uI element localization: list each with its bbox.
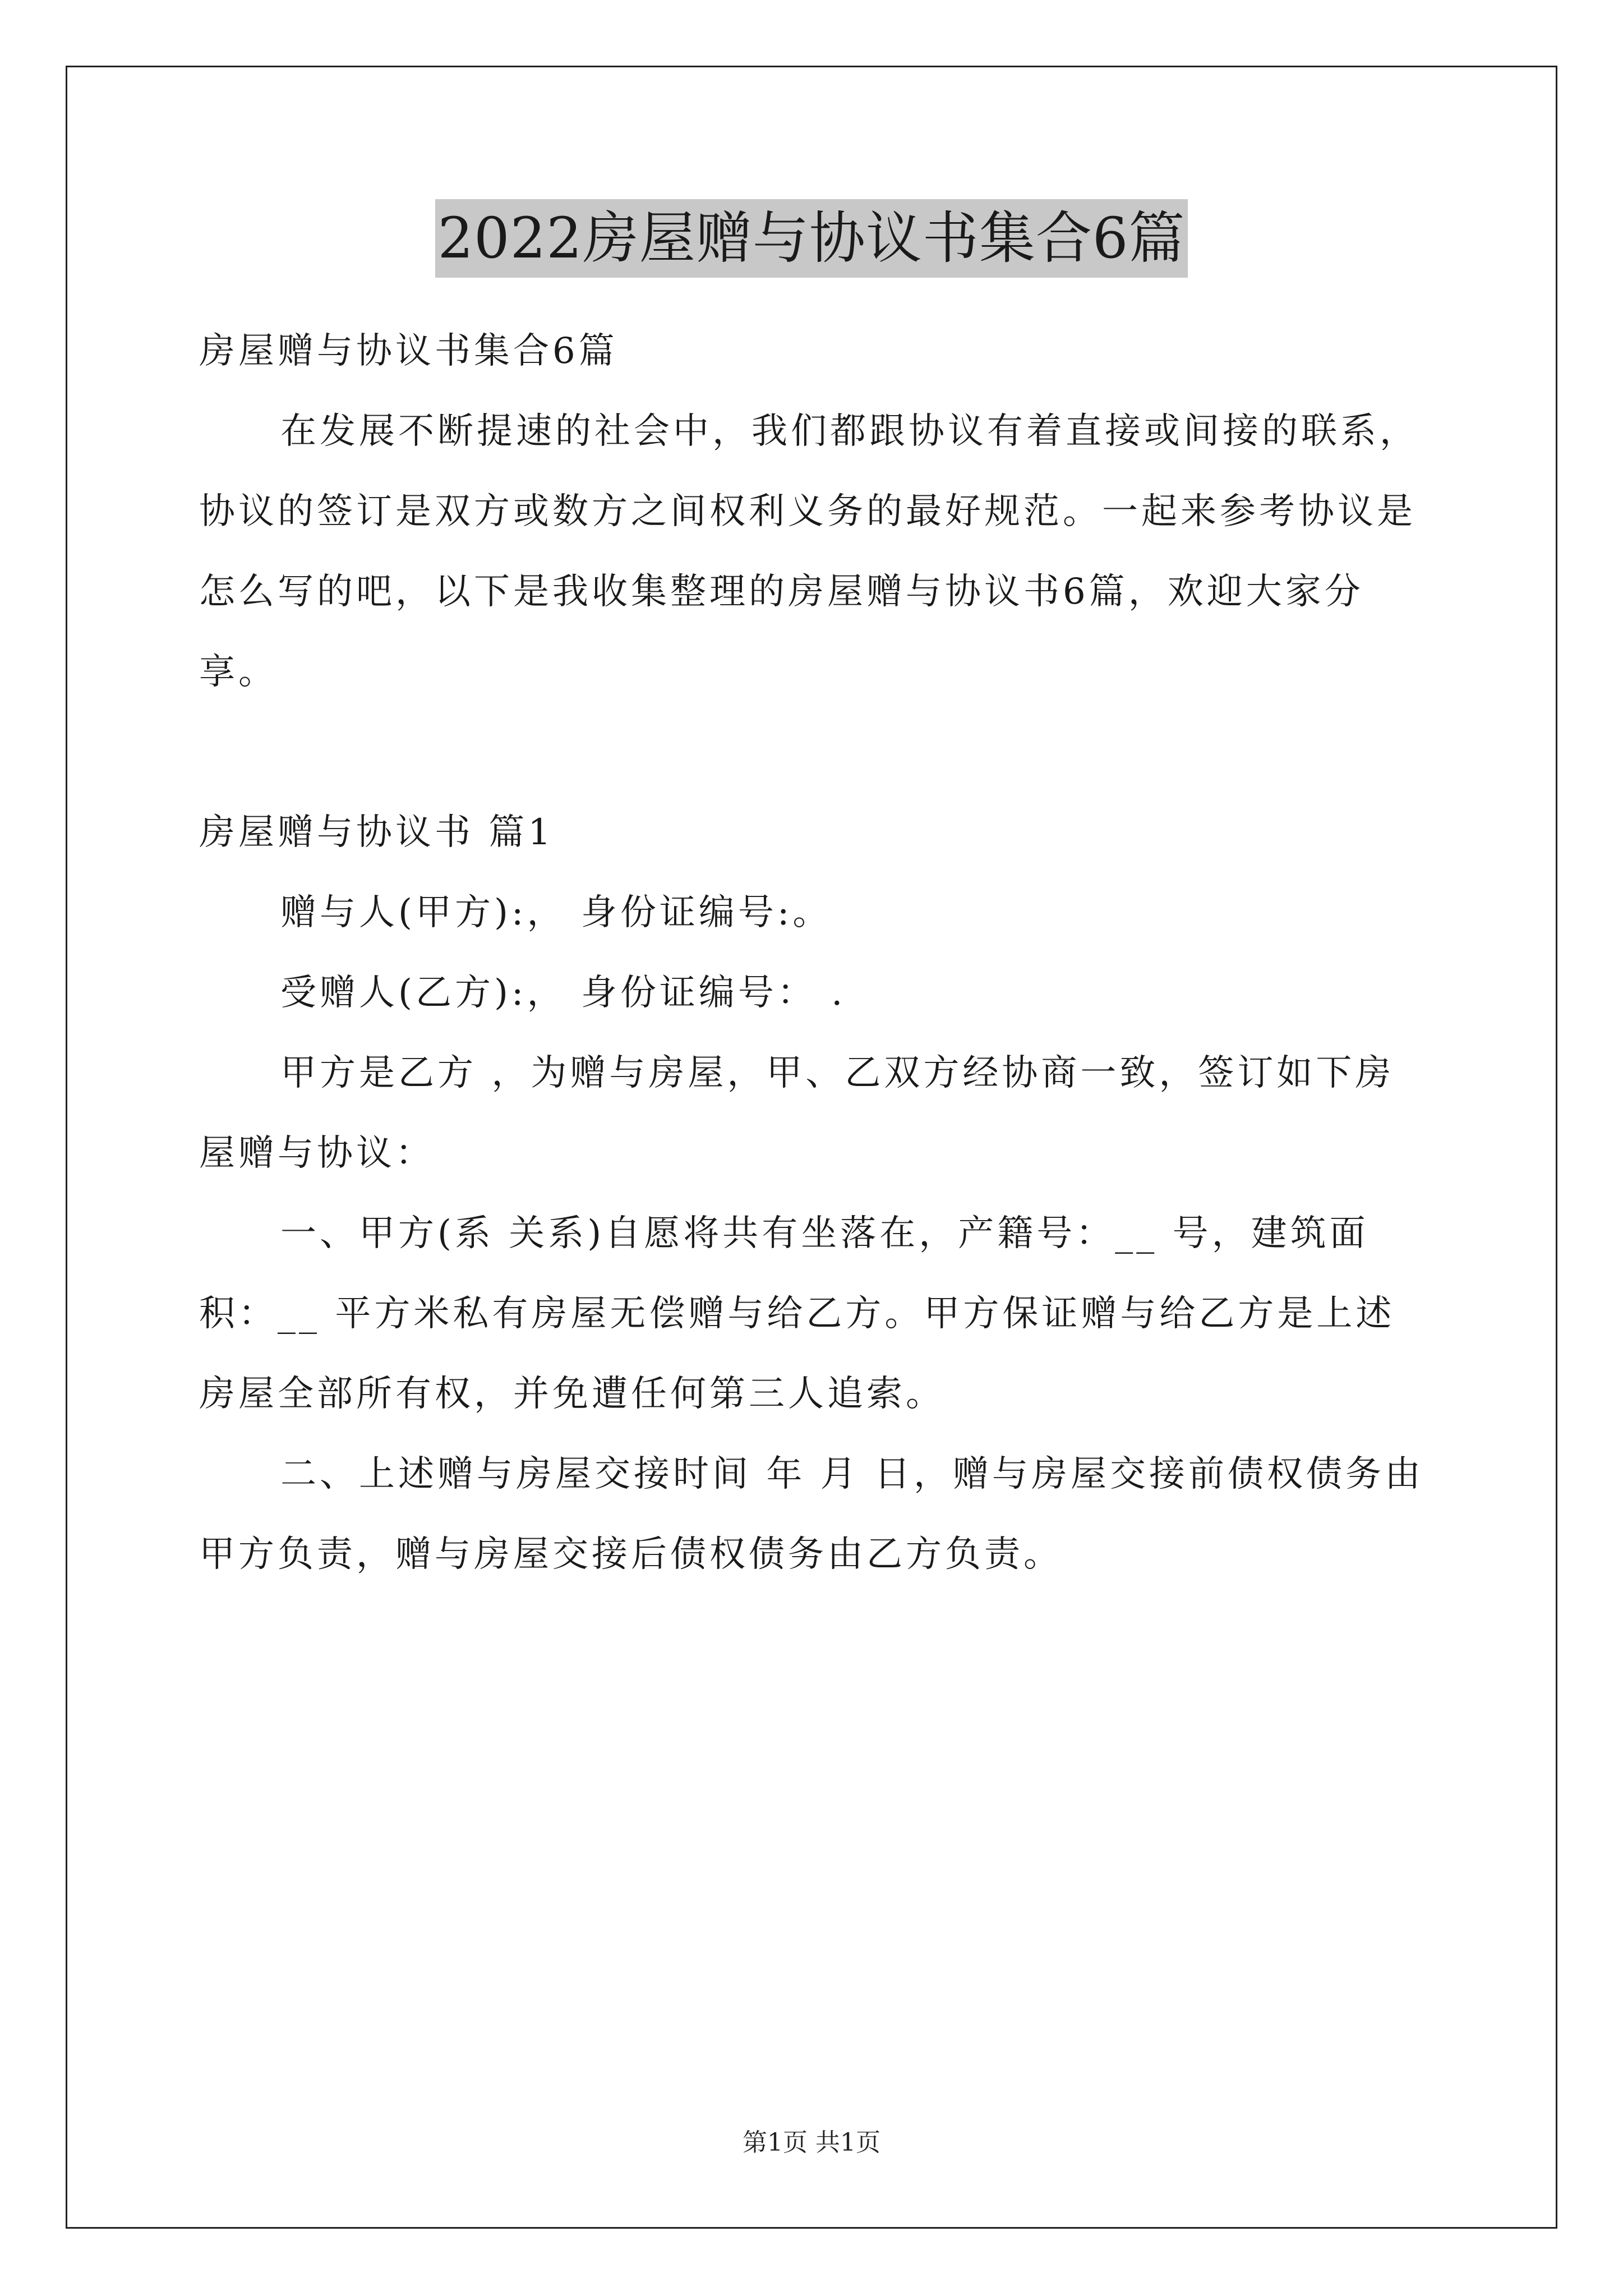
document-subtitle: 房屋赠与协议书集合6篇	[199, 330, 618, 372]
section-paragraph: 受赠人(乙方):， 身份证编号： .	[280, 972, 846, 1014]
document-body	[199, 311, 1433, 1595]
document-title: 2022房屋赠与协议书集合6篇	[435, 199, 1187, 278]
section-paragraph: 赠与人(甲方):， 身份证编号:。	[280, 892, 832, 933]
section-heading: 房屋赠与协议书 篇1	[199, 812, 555, 853]
page-footer: 第1页 共1页	[743, 2128, 880, 2157]
paragraph-spacer	[199, 712, 1433, 793]
section-paragraph: 甲方是乙方 ，为赠与房屋，甲、乙双方经协商一致，签订如下房屋赠与协议：	[199, 1052, 1395, 1174]
section-paragraph: 一、甲方(系 关系)自愿将共有坐落在，产籍号：__ 号，建筑面积：__ 平方米私有房屋无偿赠与给乙方。甲方保证赠与给乙方是上述房屋全部所有权，并免遭任何第三人追索。	[199, 1213, 1395, 1415]
section-paragraph: 二、上述赠与房屋交接时间 年 月 日，赠与房屋交接前债权债务由甲方负责，赠与房屋交接后债权债务由乙方负责。	[199, 1453, 1424, 1575]
intro-paragraph: 在发展不断提速的社会中，我们都跟协议有着直接或间接的联系，协议的签订是双方或数方之间权利义务的最好规范。一起来参考协议是怎么写的吧，以下是我收集整理的房屋赠与协议书6篇，欢迎大家分享。	[199, 411, 1419, 693]
title-container	[0, 199, 1623, 278]
